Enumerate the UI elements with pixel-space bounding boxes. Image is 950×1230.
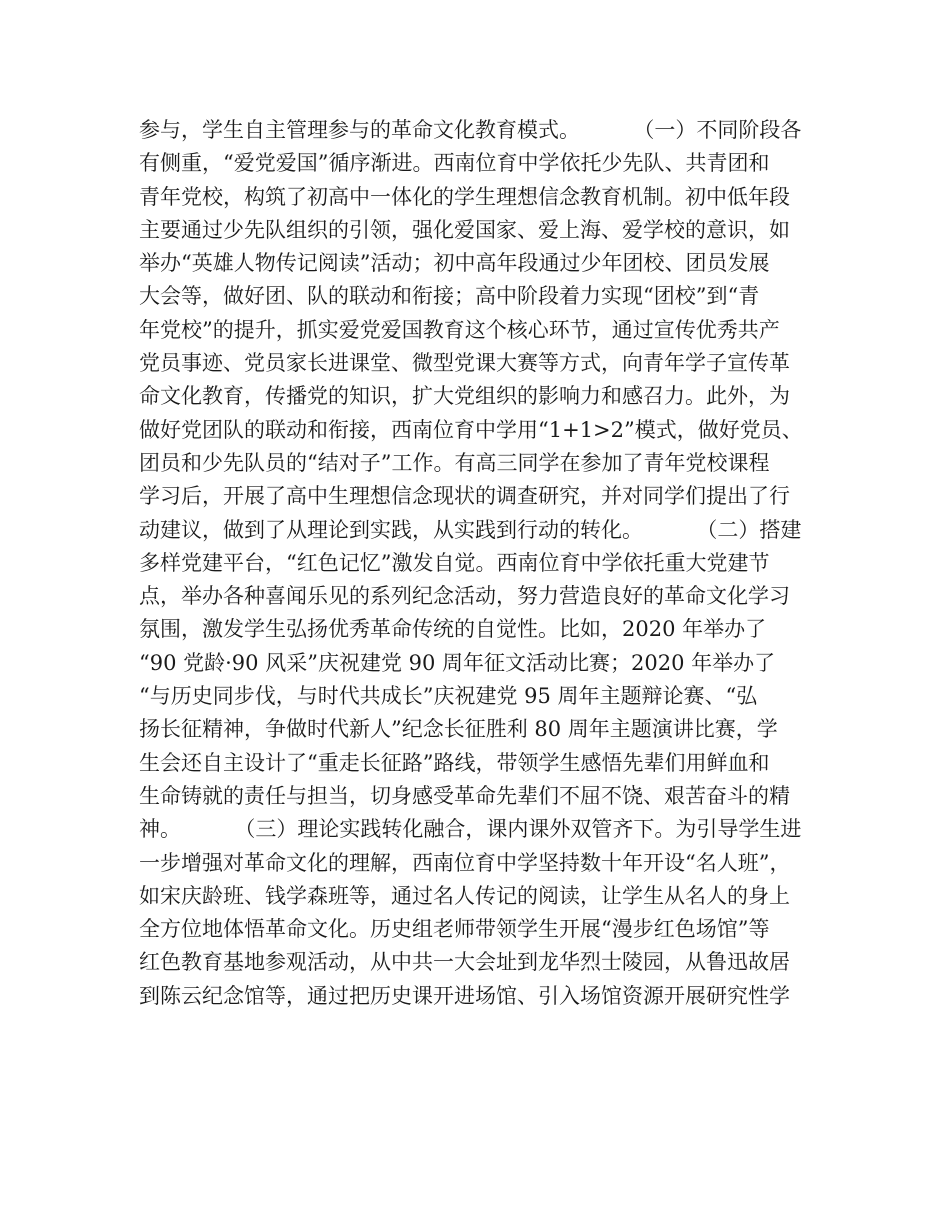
text-line: 做好党团队的联动和衔接，西南位育中学用“1+1>2”模式，做好党员、 (139, 417, 803, 442)
text-line: 红色教育基地参观活动，从中共一大会址到龙华烈士陵园，从鲁迅故居 (139, 950, 790, 975)
text-line: 学习后，开展了高中生理想信念现状的调查研究，并对同学们提出了行 (139, 484, 790, 509)
text-line: 主要通过少先队组织的引领，强化爱国家、爱上海、爱学校的意识，如 (139, 217, 790, 242)
text-line: 命文化教育，传播党的知识，扩大党组织的影响力和感召力。此外，为 (139, 384, 790, 409)
text-line: 动建议，做到了从理论到实践，从实践到行动的转化。 （二）搭建 (139, 517, 802, 542)
text-line: 青年党校，构筑了初高中一体化的学生理想信念教育机制。初中低年段 (139, 184, 790, 209)
text-line: 举办“英雄人物传记阅读”活动；初中高年段通过少年团校、团员发展 (139, 251, 770, 276)
text-line: 年党校”的提升，抓实爱党爱国教育这个核心环节，通过宣传优秀共产 (139, 317, 780, 342)
text-line: 全方位地体悟革命文化。历史组老师带领学生开展“漫步红色场馆”等 (139, 917, 770, 942)
text-line: 参与，学生自主管理参与的革命文化教育模式。 （一）不同阶段各 (139, 118, 802, 142)
text-line: 神。 （三）理论实践转化融合，课内课外双管齐下。为引导学生进 (139, 817, 802, 842)
text-line: “90 党龄·90 风采”庆祝建党 90 周年征文活动比赛；2020 年举办了 (139, 650, 776, 675)
text-line: 多样党建平台，“红色记忆”激发自觉。西南位育中学依托重大党建节 (139, 550, 770, 575)
text-line: “与历史同步伐，与时代共成长”庆祝建党 95 周年主题辩论赛、“弘 (139, 684, 758, 709)
text-line: 大会等，做好团、队的联动和衔接；高中阶段着力实现“团校”到“青 (139, 284, 760, 309)
text-line: 生会还自主设计了“重走长征路”路线，带领学生感悟先辈们用鲜血和 (139, 750, 770, 775)
text-line: 扬长征精神，争做时代新人”纪念长征胜利 80 周年主题演讲比赛，学 (139, 717, 778, 742)
text-line: 点，举办各种喜闻乐见的系列纪念活动，努力营造良好的革命文化学习 (139, 584, 790, 609)
text-line: 有侧重，“爱党爱国”循序渐进。西南位育中学依托少先队、共青团和 (139, 151, 770, 176)
text-line: 氛围，激发学生弘扬优秀革命传统的自觉性。比如，2020 年举办了 (139, 617, 767, 642)
text-line: 党员事迹、党员家长进课堂、微型党课大赛等方式，向青年学子宣传革 (139, 351, 790, 376)
text-line: 生命铸就的责任与担当，切身感受革命先辈们不屈不饶、艰苦奋斗的精 (139, 783, 790, 808)
text-line: 如宋庆龄班、钱学森班等，通过名人传记的阅读，让学生从名人的身上 (139, 883, 790, 908)
text-line: 一步增强对革命文化的理解，西南位育中学坚持数十年开设“名人班”， (139, 850, 791, 875)
body-text (139, 114, 819, 1013)
text-line: 到陈云纪念馆等，通过把历史课开进场馆、引入场馆资源开展研究性学 (139, 983, 790, 1008)
text-line: 团员和少先队员的“结对子”工作。有高三同学在参加了青年党校课程 (139, 450, 770, 475)
